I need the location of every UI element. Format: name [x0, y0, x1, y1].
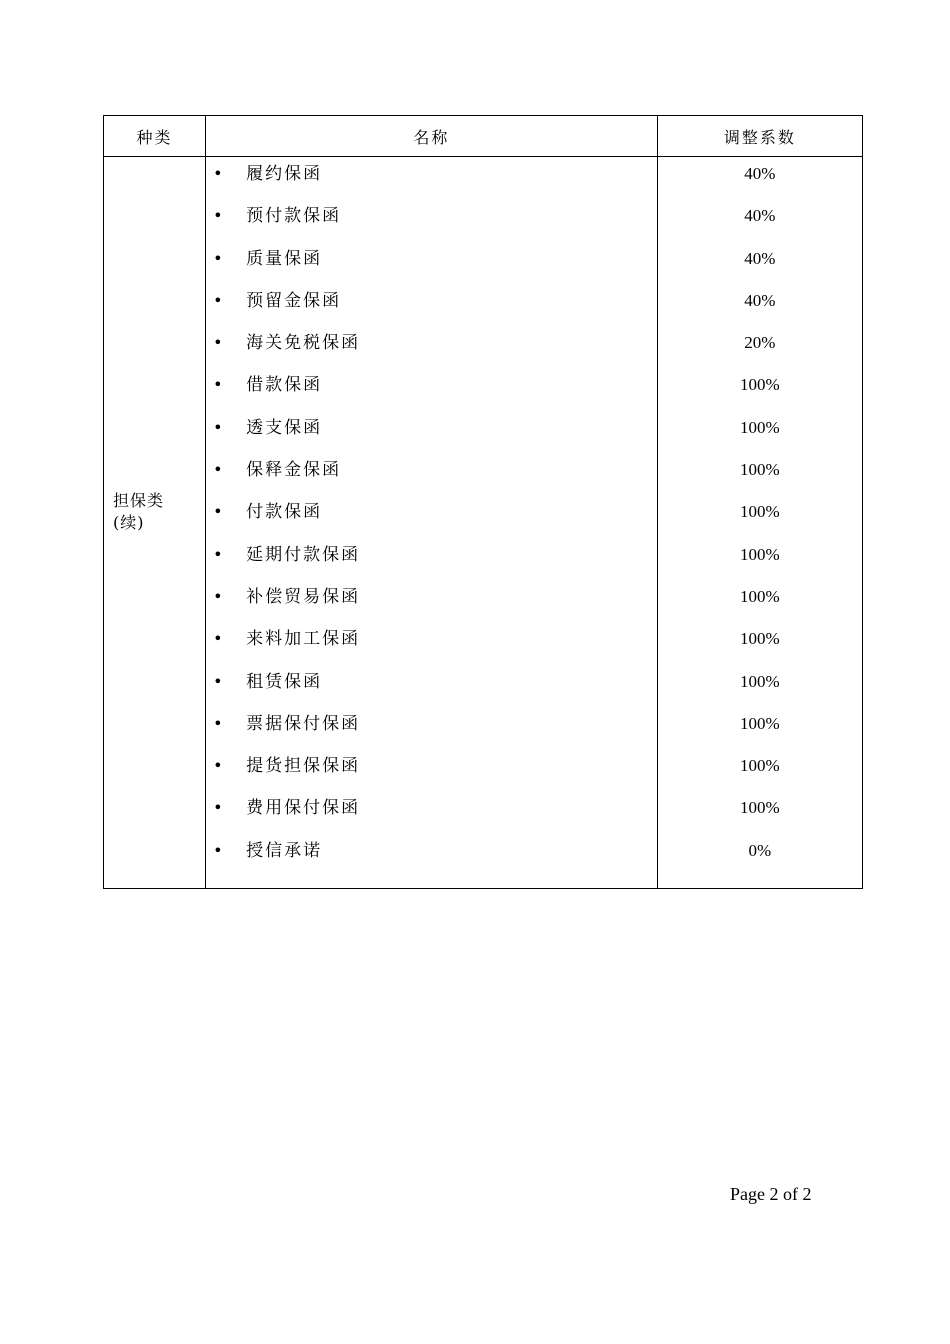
coefficient-value: 100%	[740, 798, 780, 818]
guarantee-name: 保释金保函	[246, 460, 342, 481]
bullet-icon: •	[213, 544, 223, 564]
bullet-icon: •	[213, 164, 223, 183]
list-item	[206, 753, 657, 795]
coefficient-value: 0%	[748, 840, 772, 860]
bullet-icon: •	[213, 502, 223, 522]
coefficient-value: 40%	[744, 206, 776, 226]
coefficient-value: 20%	[744, 333, 776, 353]
guarantee-name: 提货担保保函	[246, 756, 361, 777]
list-item	[206, 161, 657, 203]
guarantee-name: 授信承诺	[246, 840, 323, 861]
guarantee-coefficient-table	[103, 115, 863, 889]
list-item	[206, 626, 657, 668]
coefficient-value: 100%	[740, 756, 780, 776]
coefficient-value: 100%	[740, 544, 780, 564]
list-item	[206, 203, 657, 245]
table-header-row	[104, 116, 863, 157]
list-item	[206, 415, 657, 457]
coefficient-value: 100%	[740, 629, 780, 649]
coefficient-value: 40%	[744, 290, 776, 310]
category-label: 担保类 (续)	[113, 490, 165, 532]
guarantee-name: 费用保付保函	[246, 798, 361, 819]
list-item	[206, 584, 657, 626]
list-item	[206, 288, 657, 330]
header-coefficient: 调整系数	[657, 116, 862, 157]
bullet-icon: •	[213, 460, 223, 480]
header-category: 种类	[104, 116, 206, 157]
bullet-icon: •	[213, 840, 223, 860]
bullet-icon: •	[213, 586, 223, 606]
bullet-icon: •	[213, 671, 223, 691]
header-name: 名称	[206, 116, 658, 157]
guarantee-name: 借款保函	[246, 375, 323, 396]
list-item	[206, 457, 657, 499]
coefficient-value: 40%	[744, 248, 776, 268]
list-item	[206, 499, 657, 541]
coefficient-value: 100%	[740, 586, 780, 606]
bullet-icon: •	[213, 206, 223, 226]
bullet-icon: •	[213, 713, 223, 733]
guarantee-name: 预付款保函	[246, 206, 342, 227]
guarantee-name-list	[206, 157, 657, 888]
list-item	[206, 669, 657, 711]
bullet-icon: •	[213, 248, 223, 268]
coefficient-value: 40%	[744, 164, 776, 183]
bullet-icon: •	[213, 333, 223, 353]
coefficient-value: 100%	[740, 502, 780, 522]
guarantee-name: 租赁保函	[246, 671, 323, 692]
guarantee-name: 延期付款保函	[246, 544, 361, 565]
table-body-row	[104, 157, 863, 889]
list-item	[206, 542, 657, 584]
list-item	[206, 330, 657, 372]
guarantee-name: 履约保函	[246, 164, 323, 184]
guarantee-name: 来料加工保函	[246, 629, 361, 650]
coefficient-value: 100%	[740, 671, 780, 691]
coefficient-list-cell	[657, 157, 862, 889]
guarantee-name: 预留金保函	[246, 290, 342, 311]
bullet-icon: •	[213, 375, 223, 395]
guarantee-name: 补偿贸易保函	[246, 586, 361, 607]
bullet-icon: •	[213, 629, 223, 649]
list-item	[206, 372, 657, 414]
list-item	[206, 795, 657, 837]
coefficient-list	[658, 157, 862, 888]
list-item	[206, 838, 657, 880]
bullet-icon: •	[213, 417, 223, 437]
coefficient-value: 100%	[740, 417, 780, 437]
guarantee-name: 质量保函	[246, 248, 323, 269]
list-item	[206, 711, 657, 753]
guarantee-name: 票据保付保函	[246, 713, 361, 734]
bullet-icon: •	[213, 290, 223, 310]
guarantee-name: 透支保函	[246, 417, 323, 438]
coefficient-value: 100%	[740, 713, 780, 733]
list-item	[206, 246, 657, 288]
name-list-cell	[206, 157, 658, 889]
coefficient-value: 100%	[740, 460, 780, 480]
category-cell	[104, 157, 206, 889]
bullet-icon: •	[213, 798, 223, 818]
bullet-icon: •	[213, 756, 223, 776]
guarantee-name: 付款保函	[246, 502, 323, 523]
coefficient-value: 100%	[740, 375, 780, 395]
page-number: Page 2 of 2	[730, 1184, 812, 1204]
guarantee-name: 海关免税保函	[246, 333, 361, 354]
